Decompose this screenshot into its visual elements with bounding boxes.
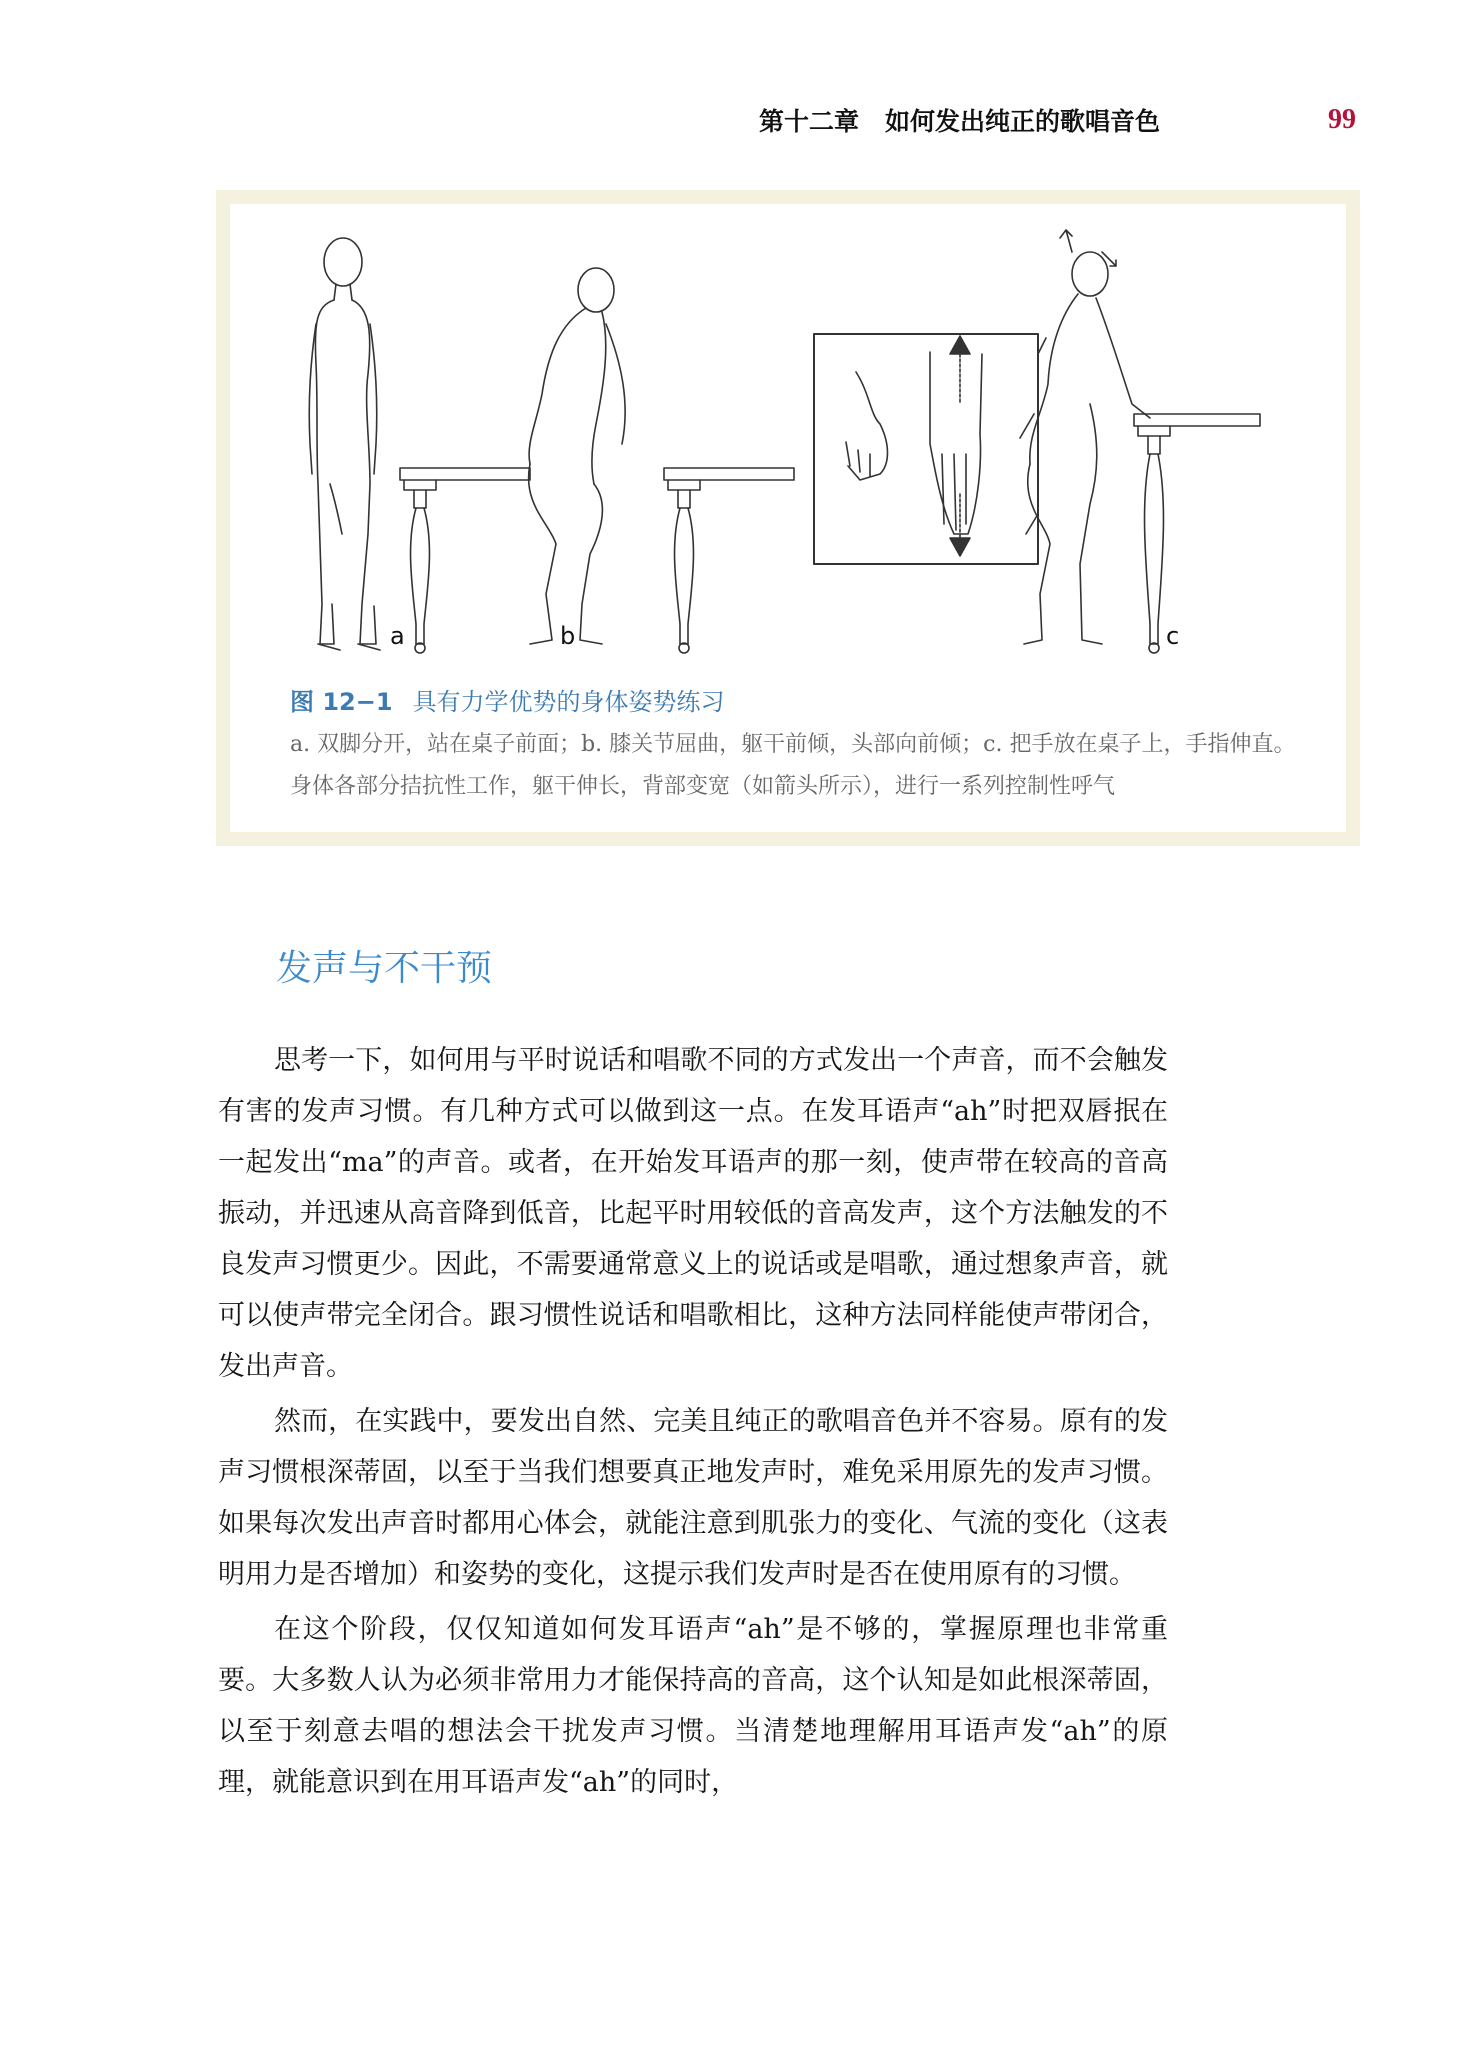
figure-number: 图 12−1 (290, 688, 393, 716)
figure-caption: a. 双脚分开，站在桌子前面；b. 膝关节屈曲，躯干前倾，头部向前倾；c. 把手放在桌子上，手指伸直。身体各部分拮抗性工作，躯干伸长，背部变宽（如箭头所示），进行一系列控制性呼气 (290, 732, 1296, 799)
figure-frame (216, 190, 1360, 846)
body-text (218, 1035, 1168, 1808)
bending-figure (529, 268, 626, 644)
paragraph: 在这个阶段，仅仅知道如何发耳语声“ah”是不够的，掌握原理也非常重要。大多数人认为必须非常用力才能保持高的音高，这个认知是如此根深蒂固，以至于刻意去唱的想法会干扰发声习惯。当清楚地理解用耳语声发“ah”的原理，就能意识到在用耳语声发“ah”的同时， (218, 1614, 1168, 1798)
paragraph: 思考一下，如何用与平时说话和唱歌不同的方式发出一个声音，而不会触发有害的发声习惯。有几种方式可以做到这一点。在发耳语声“ah”时把双唇抿在一起发出“ma”的声音。或者，在开始发耳语声的那一刻，使声带在较高的音高振动，并迅速从高音降到低音，比起平时用较低的音高发声，这个方法触发的不良发声习惯更少。因此，不需要通常意义上的说话或是唱歌，通过想象声音，就可以使声带完全闭合。跟习惯性说话和唱歌相比，这种方法同样能使声带闭合，发出声音。 (218, 1045, 1168, 1382)
chapter-number: 第十二章 (758, 107, 859, 136)
running-head (0, 102, 1160, 138)
panel-label-a: a (390, 622, 405, 650)
panel-label-c: c (1166, 622, 1180, 650)
chapter-title: 如何发出纯正的歌唱音色 (884, 107, 1160, 136)
hands-on-table-figure (1020, 230, 1150, 644)
panel-label-b: b (560, 622, 576, 650)
table-a (400, 468, 530, 653)
standing-figure (309, 238, 380, 650)
table-b (664, 468, 794, 653)
paragraph: 然而，在实践中，要发出自然、完美且纯正的歌唱音色并不容易。原有的发声习惯根深蒂固，以至于当我们想要真正地发声时，难免采用原先的发声习惯。如果每次发出声音时都用心体会，就能注意到肌张力的变化、气流的变化（这表明用力是否增加）和姿势的变化，这提示我们发声时是否在使用原有的习惯。 (218, 1406, 1168, 1590)
figure-panel (230, 204, 1346, 832)
page-number: 99 (1328, 104, 1356, 135)
hands-inset (814, 334, 1038, 564)
figure-caption-title (290, 682, 725, 717)
table-c (1134, 414, 1260, 653)
posture-illustration (230, 204, 1346, 664)
figure-title: 具有力学优势的身体姿势练习 (412, 688, 725, 716)
section-heading: 发声与不干预 (276, 948, 493, 989)
